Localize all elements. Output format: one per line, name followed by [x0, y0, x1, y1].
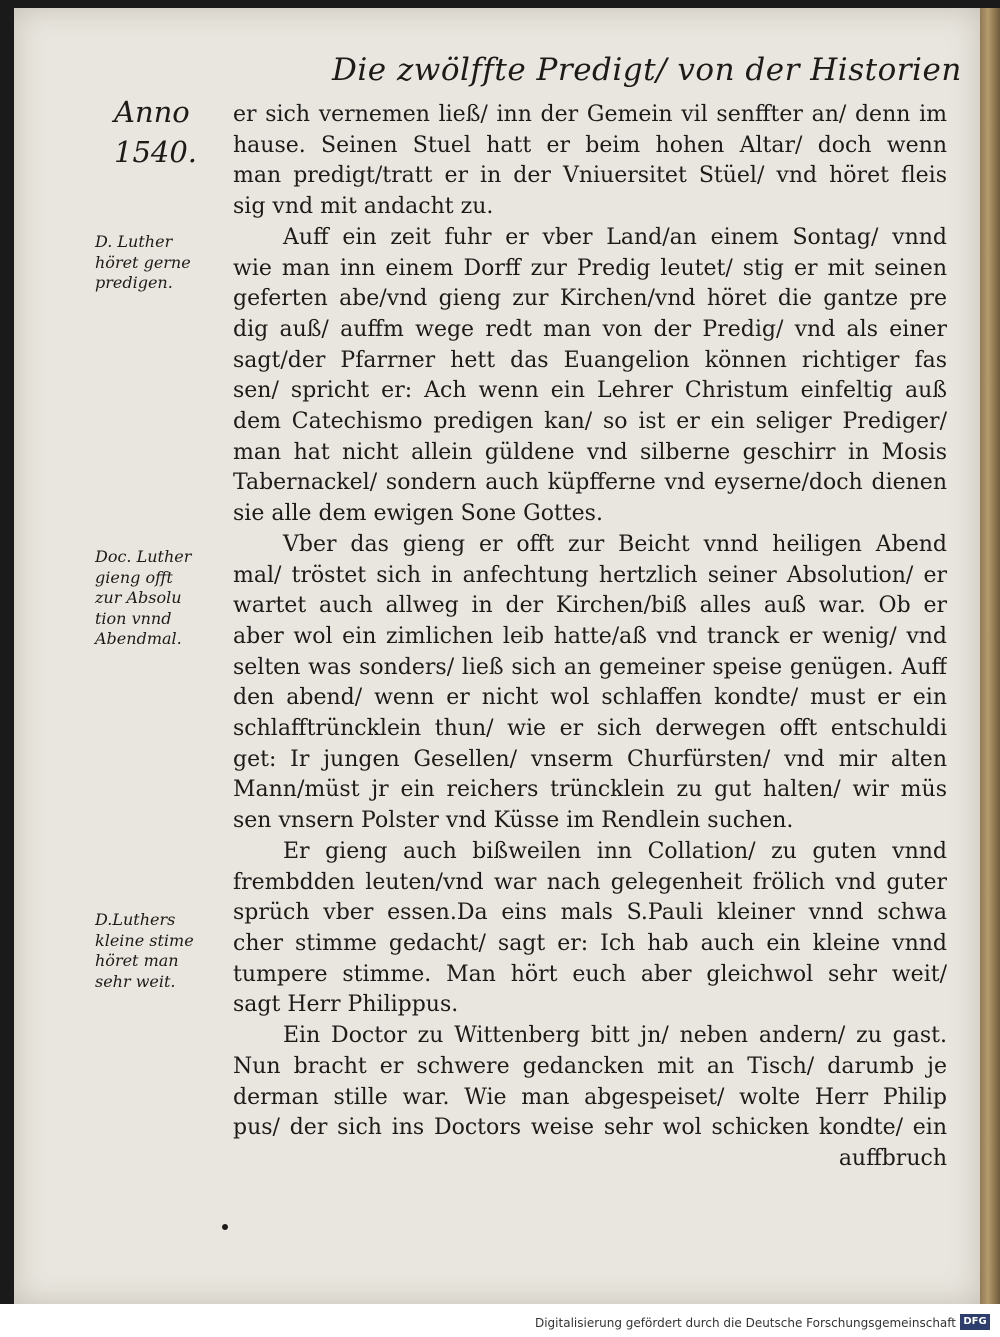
margin-note-line: D.Luthers — [95, 910, 176, 929]
margin-note-line: zur Absolu — [95, 588, 182, 607]
ink-dot — [222, 1224, 228, 1230]
year-number: 1540. — [114, 135, 198, 169]
text-line: cher stimme gedacht/ sagt er: Ich hab auch ein kleine vnnd — [233, 930, 947, 956]
margin-note-line: höret man — [95, 951, 179, 970]
text-line: Auff ein zeit fuhr er vber Land/an einem Sontag/ vnnd — [283, 224, 947, 250]
text-line: sagt Herr Philippus. — [233, 992, 459, 1018]
year-marginalia — [114, 92, 224, 172]
text-line: er sich vernemen ließ/ inn der Gemein vil senffter an/ denn im — [233, 102, 947, 127]
text-line: wie man inn einem Dorff zur Predig leutet/ stig er mit seinen — [233, 255, 947, 281]
text-line: get: Ir jungen Gesellen/ vnserm Churfürsten/ vnd mir alten — [233, 746, 947, 772]
text-line: selten was sonders/ ließ sich an gemeiner speise genügen. Auff — [233, 654, 947, 680]
margin-note-line: tion vnnd — [95, 608, 172, 628]
margin-note-line: Doc. Luther — [95, 547, 192, 566]
text-line: geferten abe/vnd gieng zur Kirchen/vnd höret die gantze pre — [233, 286, 947, 312]
text-line: man predigt/tratt er in der Vniuersitet Stüel/ vnd höret fleis — [233, 163, 947, 189]
text-line: sprüch vber essen.Da eins mals S.Pauli kleiner vnnd schwa — [233, 900, 947, 926]
catchword: auffbruch — [838, 1145, 947, 1171]
margin-note-luther-absolution — [95, 547, 230, 650]
dfg-logo-icon: DFG — [960, 1314, 990, 1330]
text-line: sen/ spricht er: Ach wenn ein Lehrer Christum einfeltig auß — [233, 378, 947, 404]
text-line: wartet auch allweg in der Kirchen/biß alles auß war. Ob er — [233, 593, 947, 619]
margin-note-line: höret gerne — [95, 252, 191, 272]
text-line: Nun bracht er schwere gedancken mit an Tisch/ darumb je — [233, 1053, 947, 1079]
text-line: Mann/müst jr ein reichers trüncklein zu gut halten/ wir müs — [233, 777, 947, 803]
text-line: sig vnd mit andacht zu. — [233, 194, 494, 220]
text-line: den abend/ wenn er nicht wol schlaffen kondte/ must er ein — [233, 685, 947, 711]
text-line: pus/ der sich ins Doctors weise sehr wol schicken kondte/ ein — [233, 1115, 947, 1141]
margin-note-line: kleine stime — [95, 930, 194, 950]
text-line: aber wol ein zimlichen leib hatte/aß vnd tranck er wenig/ vnd — [233, 623, 947, 649]
text-line: derman stille war. Wie man abgespeiset/ wolte Herr Philip — [233, 1084, 947, 1110]
margin-note-line: Abendmal. — [95, 629, 182, 648]
margin-note-line: predigen. — [95, 273, 173, 292]
page-edge — [980, 8, 1000, 1304]
funding-credit: Digitalisierung gefördert durch die Deutsche Forschungsgemeinschaft — [534, 1316, 956, 1330]
text-line: man hat nicht allein güldene vnd silberne geschirr in Mosis — [233, 439, 947, 465]
margin-note-line: gieng offt — [95, 567, 173, 587]
main-text — [233, 100, 947, 1175]
margin-note-luther-predigen — [95, 232, 230, 294]
text-line: schlafftrüncklein thun/ wie er sich derwegen offt entschuldi — [233, 716, 947, 742]
text-line: dig auß/ auffm wege redt man von der Predig/ vnd als einer — [233, 316, 947, 342]
text-line: Er gieng auch bißweilen inn Collation/ zu guten vnnd — [283, 838, 947, 864]
text-line: dem Catechismo predigen kan/ so ist er ein seliger Prediger/ — [233, 409, 947, 435]
text-line: Ein Doctor zu Wittenberg bitt jn/ neben andern/ zu gast. — [283, 1023, 947, 1049]
text-line: frembdden leuten/vnd war nach gelegenheit frölich vnd guter — [233, 869, 947, 895]
year-word: Anno — [114, 95, 190, 129]
margin-note-line: sehr weit. — [95, 971, 176, 991]
text-line: Tabernackel/ sondern auch küpfferne vnd eyserne/doch dienen — [233, 470, 947, 496]
text-line: mal/ tröstet sich in anfechtung hertzlich seiner Absolution/ er — [233, 562, 947, 588]
text-line: Vber das gieng er offt zur Beicht vnnd heiligen Abend — [283, 531, 947, 557]
margin-note-luther-stimme — [95, 910, 230, 992]
text-line: sie alle dem ewigen Sone Gottes. — [233, 501, 603, 527]
margin-note-line: D. Luther — [95, 232, 173, 251]
text-line: hause. Seinen Stuel hatt er beim hohen Altar/ doch wenn — [233, 132, 947, 158]
text-line: sen vnsern Polster vnd Küsse im Rendlein suchen. — [233, 808, 794, 834]
text-line: sagt/der Pfarrner hett das Euangelion können richtiger fas — [233, 347, 947, 373]
text-line: tumpere stimme. Man hört euch aber gleichwol sehr weit/ — [233, 961, 947, 987]
running-header: Die zwölffte Predigt/ von der Historien — [332, 52, 962, 88]
